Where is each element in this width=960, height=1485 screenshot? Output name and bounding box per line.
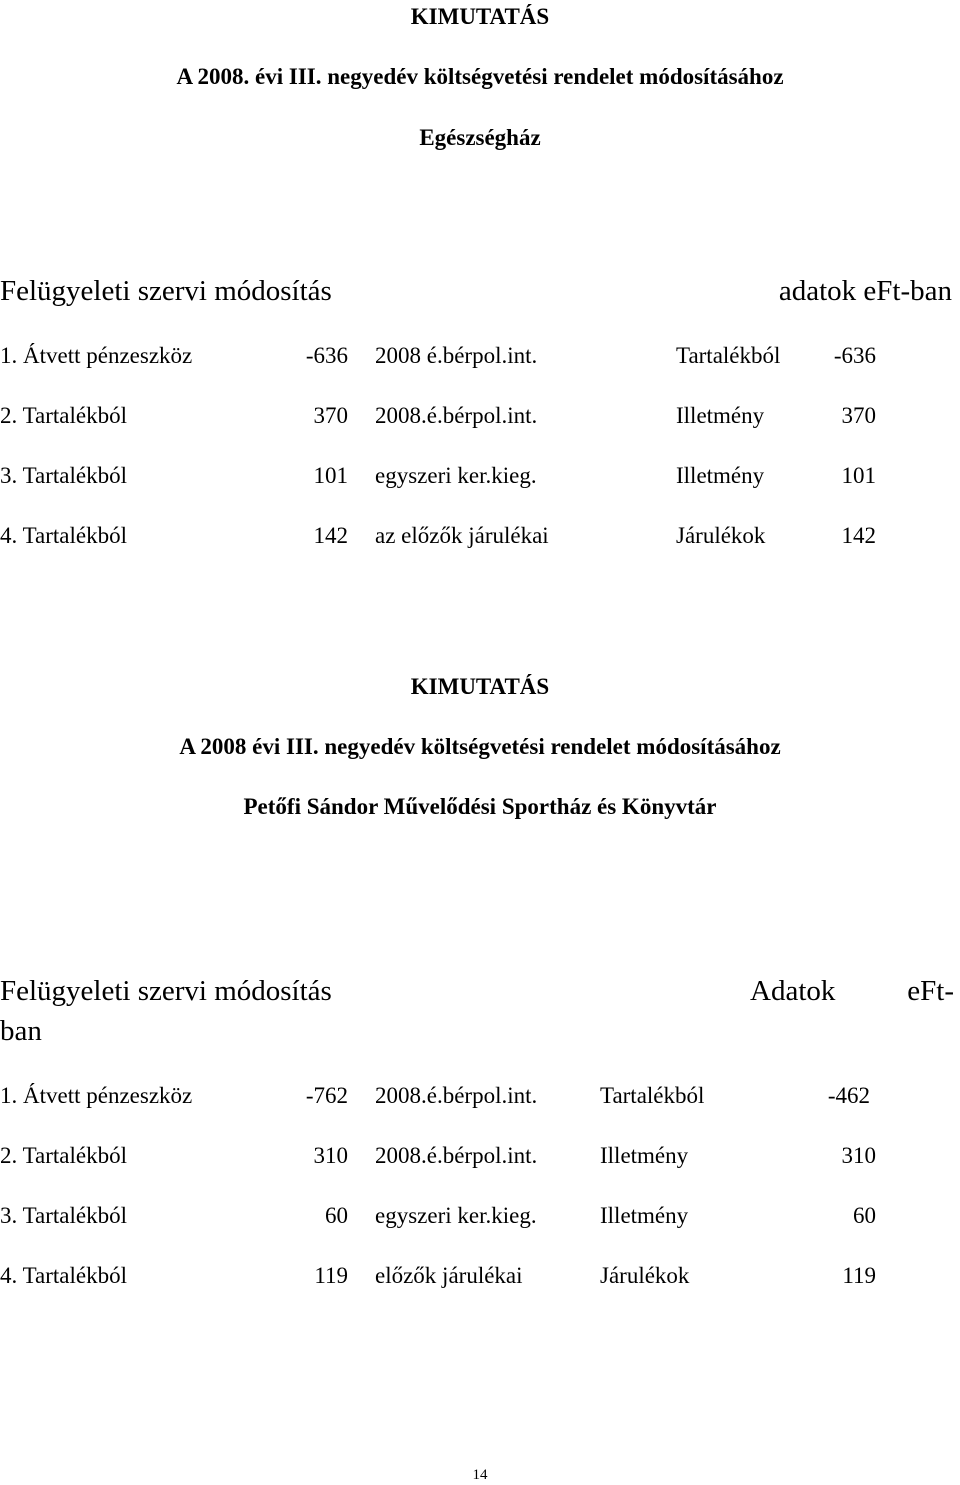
- table-row-desc: egyszeri ker.kieg.: [375, 1203, 537, 1228]
- table-row-value: -762: [305, 1083, 348, 1108]
- table-row-label: 2. Tartalékból: [0, 1143, 127, 1168]
- table-row-label: 4. Tartalékból: [0, 523, 127, 548]
- table-row-target-value: 142: [841, 523, 876, 548]
- table-row-target: Járulékok: [600, 1263, 690, 1288]
- section1-institution: Egészségház: [419, 125, 541, 150]
- table-row-desc: 2008.é.bérpol.int.: [375, 403, 538, 428]
- page-number: 14: [472, 1467, 488, 1483]
- table-row-target-value: 119: [842, 1263, 876, 1288]
- section2-title: KIMUTATÁS: [410, 674, 550, 699]
- table-row-target: Járulékok: [676, 523, 766, 548]
- table-row-value: 101: [313, 463, 348, 488]
- table-row-label: 3. Tartalékból: [0, 463, 127, 488]
- table-row-value: 310: [313, 1143, 348, 1168]
- table-row-target-value: 370: [841, 403, 876, 428]
- section2-heading-right: eFt-: [907, 975, 954, 1007]
- table-row-target: Illetmény: [600, 1203, 689, 1228]
- section1-heading-left: Felügyeleti szervi módosítás: [0, 275, 332, 307]
- table-row-target: Tartalékból: [600, 1083, 705, 1108]
- table-row-label: 2. Tartalékból: [0, 403, 127, 428]
- table-row-desc: 2008 é.bérpol.int.: [375, 343, 538, 368]
- table-row-desc: 2008.é.bérpol.int.: [375, 1143, 538, 1168]
- table-row-value: -636: [305, 343, 348, 368]
- table-row-label: 1. Átvett pénzeszköz: [0, 1083, 193, 1108]
- table-row-target: Tartalékból: [676, 343, 781, 368]
- table-row-target: Illetmény: [676, 463, 765, 488]
- table-row-target: Illetmény: [600, 1143, 689, 1168]
- table-row-desc: előzők járulékai: [375, 1263, 523, 1288]
- table-row-desc: egyszeri ker.kieg.: [375, 463, 537, 488]
- section2-heading-left: Felügyeleti szervi módosítás: [0, 975, 332, 1007]
- table-row-target-value: 60: [853, 1203, 876, 1228]
- table-row-target-value: 310: [841, 1143, 876, 1168]
- section1-title: KIMUTATÁS: [410, 4, 550, 29]
- section2-heading-mid: Adatok: [750, 975, 836, 1007]
- table-row-value: 370: [313, 403, 348, 428]
- section2-heading-wrap: ban: [0, 1015, 42, 1047]
- table-row-desc: 2008.é.bérpol.int.: [375, 1083, 538, 1108]
- table-row-value: 60: [325, 1203, 348, 1228]
- section1-heading-right: adatok eFt-ban: [778, 275, 952, 307]
- table-row-target-value: -462: [827, 1083, 870, 1108]
- table-row-target-value: -636: [833, 343, 876, 368]
- section1-subtitle: A 2008. évi III. negyedév költségvetési rendelet módosításához: [176, 64, 784, 89]
- table-row-value: 142: [313, 523, 348, 548]
- table-row-label: 1. Átvett pénzeszköz: [0, 343, 193, 368]
- table-row-label: 3. Tartalékból: [0, 1203, 127, 1228]
- table-row-value: 119: [314, 1263, 348, 1288]
- table-row-target: Illetmény: [676, 403, 765, 428]
- section2-subtitle: A 2008 évi III. negyedév költségvetési rendelet módosításához: [179, 734, 781, 759]
- section2-institution: Petőfi Sándor Művelődési Sportház és Könyvtár: [243, 794, 717, 819]
- table-row-label: 4. Tartalékból: [0, 1263, 127, 1288]
- table-row-desc: az előzők járulékai: [375, 523, 549, 548]
- table-row-target-value: 101: [841, 463, 876, 488]
